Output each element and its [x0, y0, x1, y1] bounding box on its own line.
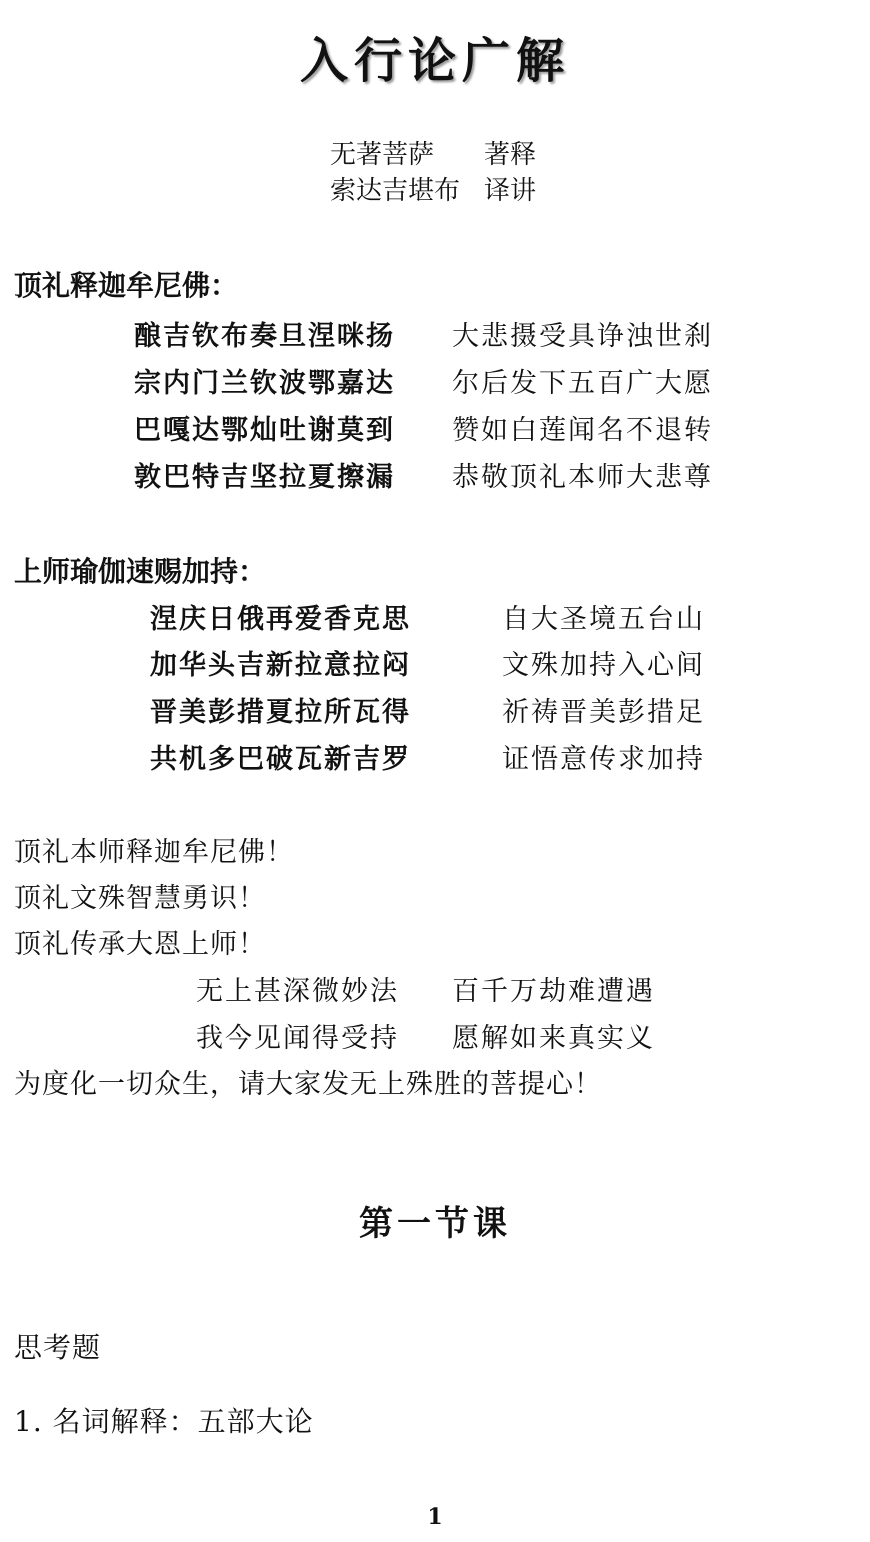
section-title: 第一节课: [359, 1204, 511, 1244]
tibetan-line: 晋美彭措夏拉所瓦得: [150, 697, 411, 728]
chinese-line: 证悟意传求加持: [502, 744, 705, 775]
tibetan-line: 加华头吉新拉意拉闷: [150, 650, 411, 681]
tibetan-line: 宗内门兰钦波鄂嘉达: [134, 368, 395, 399]
chinese-line: 尔后发下五百广大愿: [452, 368, 713, 399]
page-number: 1: [427, 1504, 443, 1530]
verse-line: 百千万劫难遭遇: [452, 976, 655, 1007]
chinese-line: 祈祷晋美彭措足: [502, 697, 705, 728]
tibetan-line: 涅庆日俄再爱香克思: [150, 604, 411, 635]
prostration-line: 顶礼文殊智慧勇识！: [14, 883, 266, 914]
document-title: 入行论广解: [299, 33, 570, 89]
verse-line: 愿解如来真实义: [452, 1023, 655, 1054]
chinese-line: 自大圣境五台山: [502, 604, 705, 635]
verse-line: 我今见闻得受持: [196, 1023, 399, 1054]
bodhicitta-line: 为度化一切众生，请大家发无上殊胜的菩提心！: [14, 1069, 602, 1100]
verse-line: 无上甚深微妙法: [196, 976, 399, 1007]
homage-heading: 顶礼释迦牟尼佛：: [14, 269, 239, 302]
prostration-line: 顶礼传承大恩上师！: [14, 929, 266, 960]
translator-role: 译讲: [484, 176, 537, 206]
tibetan-line: 敦巴特吉坚拉夏擦漏: [134, 462, 395, 493]
prostration-line: 顶礼本师释迦牟尼佛！: [14, 837, 294, 868]
chinese-line: 大悲摄受具诤浊世刹: [452, 321, 713, 352]
guru-yoga-heading: 上师瑜伽速赐加持：: [14, 555, 267, 588]
translator-name: 索达吉堪布: [330, 176, 461, 206]
question-item: 1. 名词解释：五部大论: [14, 1405, 314, 1438]
tibetan-line: 酿吉钦布奏旦涅咪扬: [134, 321, 395, 352]
tibetan-line: 共机多巴破瓦新吉罗: [150, 744, 411, 775]
tibetan-line: 巴嘎达鄂灿吐谢莫到: [134, 415, 395, 446]
chinese-line: 赞如白莲闻名不退转: [452, 415, 713, 446]
author-role: 著释: [484, 140, 537, 170]
chinese-line: 恭敬顶礼本师大悲尊: [452, 462, 713, 493]
author-name: 无著菩萨: [330, 140, 435, 170]
questions-label: 思考题: [14, 1331, 102, 1364]
chinese-line: 文殊加持入心间: [502, 650, 705, 681]
